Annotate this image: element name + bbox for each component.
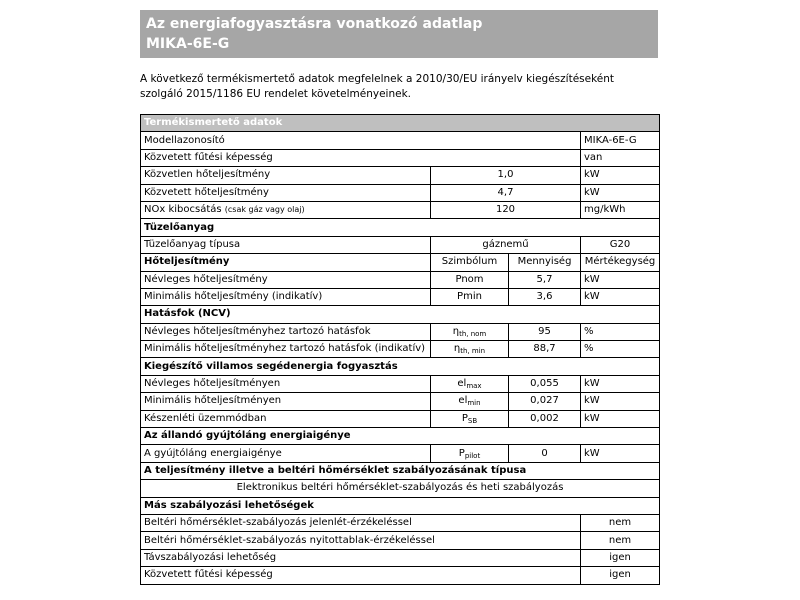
section-header-pilot: Az állandó gyújtóláng energiaigénye	[141, 428, 660, 445]
table-row: Beltéri hőmérséklet-szabályozás nyitottablak-érzékeléssel nem	[141, 532, 660, 549]
table-row: Modellazonosító MIKA-6E-G	[141, 132, 660, 149]
section-header-fuel: Tüzelőanyag	[141, 219, 660, 236]
table-row: Közvetett fűtési képesség igen	[141, 567, 660, 584]
table-row: Minimális hőteljesítményen $el_{min}$ 0,027 kW	[141, 393, 660, 410]
table-row: Minimális hőteljesítmény (indikatív) Pmin 3,6 kW	[141, 288, 660, 305]
table-row: NOx kibocsátás (csak gáz vagy olaj) 120 mg/kWh	[141, 201, 660, 218]
table-row: A gyújtóláng energiaigénye $P_{pilot}$ 0 kW	[141, 445, 660, 462]
table-row: Minimális hőteljesítményhez tartozó hatásfok (indikatív) $\eta_{th, min}$ 88,7 %	[141, 341, 660, 358]
section-header-electric: Kiegészítő villamos segédenergia fogyasztás	[141, 358, 660, 375]
product-data-table	[140, 114, 660, 585]
table-row: Közvetett fűtési képesség van	[141, 149, 660, 166]
section-header-other: Más szabályozási lehetőségek	[141, 497, 660, 514]
title-line-1: Az energiafogyasztásra vonatkozó adatlap	[146, 16, 483, 32]
table-row: Névleges hőteljesítményen $el_{max}$ 0,055 kW	[141, 375, 660, 392]
document-title	[140, 10, 658, 58]
table-row: Tüzelőanyag típusa gáznemű G20	[141, 236, 660, 253]
table-row: Névleges hőteljesítményhez tartozó hatásfok $\eta_{th, nom}$ 95 %	[141, 323, 660, 340]
table-row: Közvetlen hőteljesítmény 1,0 kW	[141, 167, 660, 184]
table-row: Elektronikus beltéri hőmérséklet-szabályozás és heti szabályozás	[141, 480, 660, 497]
section-header-product: Termékismertető adatok	[141, 115, 660, 132]
table-row: Névleges hőteljesítmény Pnom 5,7 kW	[141, 271, 660, 288]
intro-text: A következő termékismertető adatok megfelelnek a 2010/30/EU irányelv kiegészítéseként szolgáló 2015/1186 EU rendelet követelményeinek.	[140, 73, 615, 100]
section-header-control: A teljesítmény illetve a beltéri hőmérséklet szabályozásának típusa	[141, 462, 660, 479]
table-row: Beltéri hőmérséklet-szabályozás jelenlét-érzékeléssel nem	[141, 514, 660, 531]
table-row: Közvetett hőteljesítmény 4,7 kW	[141, 184, 660, 201]
table-row: Távszabályozási lehetőség igen	[141, 549, 660, 566]
section-header-efficiency: Hatásfok (NCV)	[141, 306, 660, 323]
section-header-heat-output: Hőteljesítmény Szimbólum Mennyiség Mértékegység	[141, 254, 660, 271]
table-row: Készenléti üzemmódban $P_{SB}$ 0,002 kW	[141, 410, 660, 427]
title-line-2: MIKA-6E-G	[146, 36, 230, 52]
